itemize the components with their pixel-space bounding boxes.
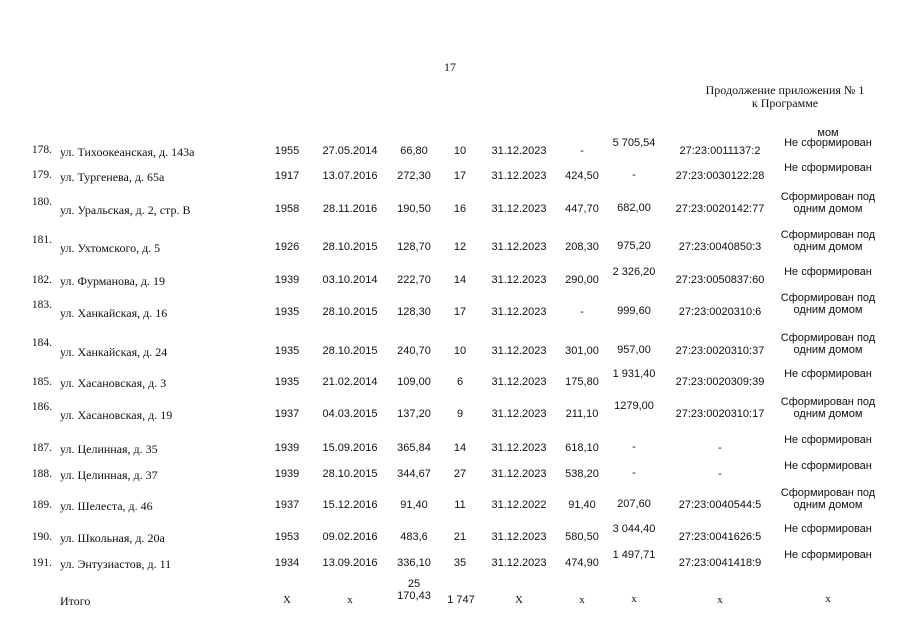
row-date: 03.10.2014 [322, 274, 378, 286]
row-status: Не сформирован [784, 368, 872, 380]
row-year: 1937 [274, 408, 300, 420]
row-address: ул. Ухтомского, д. 5 [60, 241, 161, 255]
row-value-2: 975,20 [617, 240, 651, 252]
row-date: 28.10.2015 [322, 241, 378, 253]
row-number: 183. [31, 299, 52, 311]
row-area: 483,6 [400, 531, 428, 543]
row-year: 1937 [274, 499, 300, 511]
row-value-1: 208,30 [565, 241, 599, 253]
row-plan-date: 31.12.2023 [491, 203, 547, 215]
row-cadastral: 27:23:0030122:28 [675, 170, 765, 182]
total-value-1: х [579, 594, 585, 606]
row-status: Сформирован под одним домом [780, 191, 876, 215]
row-date: 28.10.2015 [322, 345, 378, 357]
row-value-1: 447,70 [565, 203, 599, 215]
total-plan: Х [515, 594, 523, 606]
row-status: Не сформирован [784, 460, 872, 472]
row-status: Сформирован под одним домом [780, 332, 876, 356]
row-area: 190,50 [397, 203, 431, 215]
appendix-line-2: к Программе [751, 96, 819, 110]
row-status: Не сформирован [784, 137, 872, 149]
total-date: х [347, 594, 353, 606]
row-address: ул. Хасановская, д. 3 [60, 376, 167, 390]
row-number: 191. [31, 557, 52, 569]
row-plan-date: 31.12.2023 [491, 408, 547, 420]
row-date: 28.10.2015 [322, 468, 378, 480]
total-value-2: х [631, 593, 637, 605]
row-address: ул. Ханкайская, д. 16 [60, 306, 168, 320]
row-cadastral: 27:23:0020310:37 [675, 345, 765, 357]
row-number: 179. [31, 169, 52, 181]
row-number: 186. [31, 401, 52, 413]
top-fragment: мом [817, 127, 839, 139]
row-value-1: 301,00 [565, 345, 599, 357]
row-plan-date: 31.12.2023 [491, 557, 547, 569]
row-floors: 10 [453, 145, 467, 157]
row-floors: 21 [453, 531, 467, 543]
row-year: 1939 [274, 468, 300, 480]
row-address: ул. Целинная, д. 35 [60, 442, 158, 456]
row-floors: 11 [454, 499, 466, 511]
row-address: ул. Школьная, д. 20а [60, 531, 165, 545]
row-plan-date: 31.12.2023 [491, 442, 547, 454]
row-cadastral: 27:23:0020310:6 [678, 306, 762, 318]
row-area: 344,67 [397, 468, 431, 480]
row-value-2: 1 931,40 [612, 368, 656, 380]
row-area: 222,70 [397, 274, 431, 286]
row-plan-date: 31.12.2023 [491, 468, 547, 480]
row-number: 178. [31, 144, 52, 156]
row-number: 185. [31, 376, 52, 388]
total-label: Итого [60, 594, 91, 608]
row-floors: 9 [456, 408, 464, 420]
row-plan-date: 31.12.2023 [491, 376, 547, 388]
row-area: 240,70 [397, 345, 431, 357]
row-address: ул. Целинная, д. 37 [60, 468, 158, 482]
row-year: 1917 [274, 170, 300, 182]
row-date: 13.09.2016 [322, 557, 378, 569]
row-number: 184. [31, 337, 52, 349]
row-value-1: 424,50 [565, 170, 599, 182]
table-row [0, 487, 905, 520]
row-date: 21.02.2014 [322, 376, 378, 388]
row-date: 15.12.2016 [322, 499, 378, 511]
row-number: 190. [31, 531, 52, 543]
row-plan-date: 31.12.2023 [491, 274, 547, 286]
row-year: 1934 [274, 557, 300, 569]
row-status: Не сформирован [784, 162, 872, 174]
row-cadastral: 27:23:0040544:5 [678, 499, 762, 511]
row-floors: 14 [453, 274, 467, 286]
row-date: 28.10.2015 [322, 306, 378, 318]
row-number: 180. [31, 196, 52, 208]
row-value-1: 175,80 [565, 376, 599, 388]
row-cadastral: 27:23:0040850:3 [678, 241, 762, 253]
row-year: 1958 [274, 203, 300, 215]
row-value-2: 682,00 [617, 202, 651, 214]
row-cadastral: 27:23:0020309:39 [675, 376, 765, 388]
row-address: ул. Ханкайская, д. 24 [60, 345, 168, 359]
row-number: 189. [31, 499, 52, 511]
appendix-title [695, 84, 875, 110]
row-plan-date: 31.12.2023 [491, 306, 547, 318]
row-floors: 17 [453, 306, 467, 318]
row-value-2: 3 044,40 [612, 523, 656, 535]
row-plan-date: 31.12.2023 [491, 345, 547, 357]
row-status: Не сформирован [784, 549, 872, 561]
total-cadastral: х [717, 594, 723, 606]
row-value-2: - [632, 169, 636, 181]
row-cadastral: 27:23:0020142:77 [675, 203, 765, 215]
row-number: 188. [31, 468, 52, 480]
row-cadastral: - [718, 468, 722, 480]
row-area: 128,30 [397, 306, 431, 318]
row-floors: 16 [453, 203, 467, 215]
row-floors: 27 [453, 468, 467, 480]
row-cadastral: - [718, 442, 722, 454]
row-date: 15.09.2016 [322, 442, 378, 454]
row-date: 04.03.2015 [322, 408, 378, 420]
total-floors: 1 747 [447, 594, 475, 606]
table-row [0, 549, 905, 582]
row-floors: 35 [453, 557, 467, 569]
table-row [0, 230, 905, 260]
row-value-2: 2 326,20 [612, 266, 656, 278]
row-year: 1955 [274, 145, 300, 157]
row-value-2: 207,60 [617, 498, 651, 510]
row-address: ул. Фурманова, д. 19 [60, 274, 165, 288]
row-floors: 17 [453, 170, 467, 182]
row-cadastral: 27:23:0050837:60 [675, 274, 765, 286]
appendix-line-1: Продолжение приложения № 1 [705, 83, 865, 97]
row-address: ул. Тургенева, д. 65а [60, 170, 165, 184]
row-year: 1939 [274, 274, 300, 286]
row-number: 181. [31, 234, 52, 246]
table-row [0, 333, 905, 363]
row-status: Сформирован под одним домом [780, 396, 876, 420]
row-floors: 12 [453, 241, 467, 253]
row-status: Сформирован под одним домом [780, 487, 876, 511]
row-cadastral: 27:23:0020310:17 [675, 408, 765, 420]
row-value-1: 211,10 [565, 408, 599, 420]
row-value-1: 618,10 [565, 442, 599, 454]
row-number: 182. [31, 274, 52, 286]
table-row [0, 460, 905, 493]
row-plan-date: 31.12.2022 [491, 499, 547, 511]
table-row [0, 268, 905, 298]
table-row [0, 162, 905, 195]
row-value-2: 1 497,71 [612, 549, 656, 561]
row-plan-date: 31.12.2023 [491, 531, 547, 543]
row-floors: 14 [453, 442, 467, 454]
row-value-1: 91,40 [568, 499, 596, 511]
row-floors: 6 [456, 376, 464, 388]
page-number: 17 [444, 60, 456, 74]
total-row [0, 578, 905, 612]
row-value-1: 474,90 [565, 557, 599, 569]
row-value-2: - [632, 467, 636, 479]
row-area: 336,10 [397, 557, 431, 569]
row-status: Не сформирован [784, 434, 872, 446]
row-area: 91,40 [400, 499, 428, 511]
row-year: 1935 [274, 376, 300, 388]
row-year: 1926 [274, 241, 300, 253]
total-status: х [825, 593, 831, 605]
row-cadastral: 27:23:0041626:5 [678, 531, 762, 543]
row-area: 66,80 [400, 145, 428, 157]
row-value-2: - [632, 441, 636, 453]
row-date: 09.02.2016 [322, 531, 378, 543]
row-value-1: - [580, 306, 584, 318]
table-row [0, 525, 905, 555]
row-date: 28.11.2016 [322, 203, 378, 215]
row-plan-date: 31.12.2023 [491, 145, 547, 157]
row-status: Не сформирован [784, 523, 872, 535]
row-date: 13.07.2016 [322, 170, 378, 182]
row-cadastral: 27:23:0041418:9 [678, 557, 762, 569]
row-status: Сформирован под одним домом [780, 292, 876, 316]
row-value-2: 5 705,54 [612, 137, 656, 149]
row-address: ул. Тихоокеанская, д. 143а [60, 145, 195, 159]
total-year: Х [283, 594, 291, 606]
row-address: ул. Энтузиастов, д. 11 [60, 557, 172, 571]
total-area: 25 170,43 [397, 578, 431, 602]
row-floors: 10 [453, 345, 467, 357]
table-row [0, 370, 905, 400]
row-value-1: - [580, 145, 584, 157]
row-number: 187. [31, 442, 52, 454]
row-status: Сформирован под одним домом [780, 229, 876, 253]
row-area: 272,30 [397, 170, 431, 182]
row-address: ул. Уральская, д. 2, стр. В [60, 203, 191, 217]
table-row [0, 192, 905, 222]
row-area: 128,70 [397, 241, 431, 253]
row-date: 27.05.2014 [322, 145, 378, 157]
row-address: ул. Шелеста, д. 46 [60, 499, 153, 513]
row-area: 365,84 [397, 442, 431, 454]
row-cadastral: 27:23:0011137:2 [679, 145, 761, 157]
row-year: 1939 [274, 442, 300, 454]
row-status: Не сформирован [784, 266, 872, 278]
row-year: 1935 [274, 306, 300, 318]
row-address: ул. Хасановская, д. 19 [60, 408, 173, 422]
row-value-2: 1279,00 [614, 400, 654, 412]
row-area: 109,00 [397, 376, 431, 388]
row-value-1: 580,50 [565, 531, 599, 543]
row-area: 137,20 [397, 408, 431, 420]
table-row [0, 397, 905, 427]
table-row [0, 292, 905, 325]
row-value-1: 538,20 [565, 468, 599, 480]
row-year: 1935 [274, 345, 300, 357]
row-value-2: 957,00 [617, 344, 651, 356]
row-year: 1953 [274, 531, 300, 543]
row-plan-date: 31.12.2023 [491, 241, 547, 253]
row-value-2: 999,60 [617, 305, 651, 317]
row-plan-date: 31.12.2023 [491, 170, 547, 182]
row-value-1: 290,00 [565, 274, 599, 286]
